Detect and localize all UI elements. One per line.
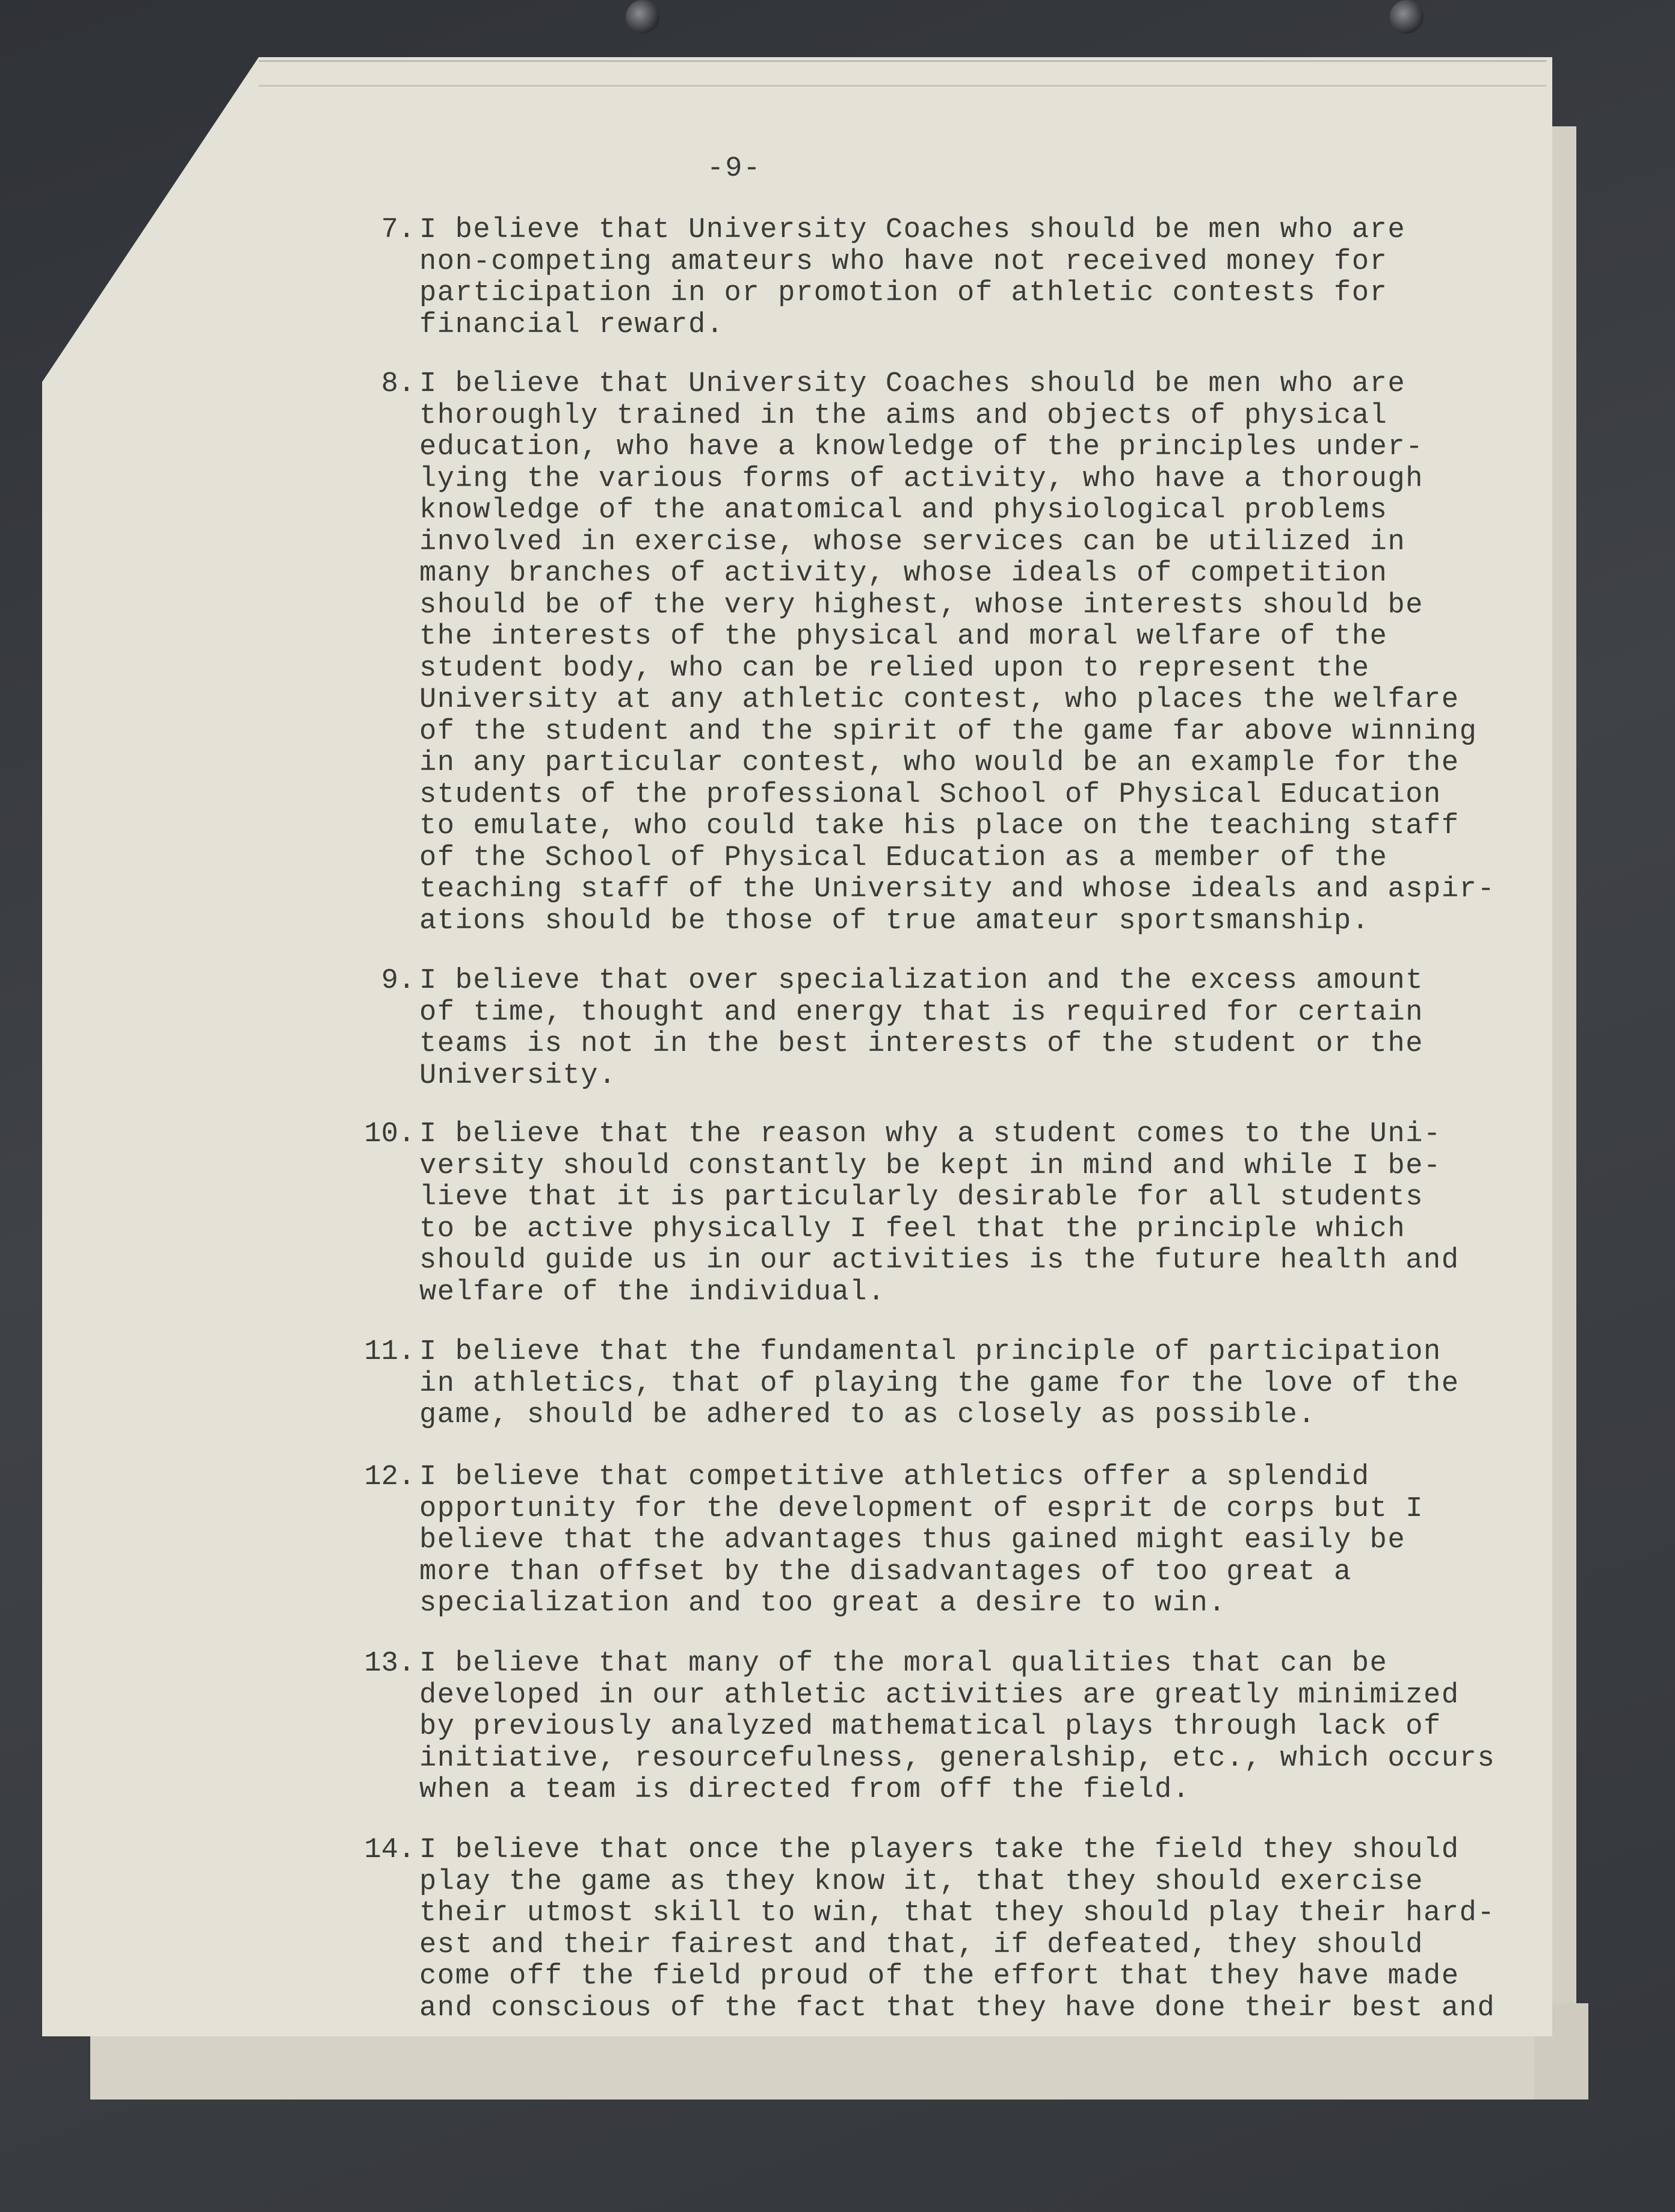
item-text: I believe that University Coaches should be men who are non-competing amateurs who have not received money for participation in or promotion of athletic contests for financial reward. xyxy=(419,214,1406,341)
item-text: I believe that University Coaches should be men who are thoroughly trained in the aims and objects of physical education, who have a knowledge of the principles under- lying the various forms of activity, who have a thorough knowledge of the anatomical and physiological problems involved in exercise, whose services can be utilized in many branches of activity, whose ideals of competition should be of the very highest, whose interests should be the interests of the physical and moral welfare of the student body, who can be relied upon to represent the University at any athletic contest, who places the welfare of the student and the spirit of the game far above winning in any particular contest, who would be an example for the students of the professional School of Physical Education to emulate, who could take his place on the teaching staff of the School of Physical Education as a member of the teaching staff of the University and whose ideals and aspir- ations should be those of true amateur sportsmanship. xyxy=(419,368,1496,937)
item-text: I believe that competitive athletics offer a splendid opportunity for the development of esprit de corps but I believe that the advantages thus gained might easily be more than offset by the disadvantages of too great a specialization and too great a desire to win. xyxy=(419,1461,1424,1619)
item-number: 12. xyxy=(364,1461,415,1493)
item-text: I believe that once the players take the field they should play the game as they know it, that they should exercise their utmost skill to win, that they should play their hard- est and their fairest and that, if defeated, they should come off the field proud of the effort that they have made and conscious of the fact that they have done their best and xyxy=(419,1834,1496,2024)
item-number: 11. xyxy=(364,1336,415,1368)
item-number: 14. xyxy=(364,1834,415,1866)
item-number: 13. xyxy=(364,1648,415,1680)
item-text: I believe that the reason why a student comes to the Uni- versity should constantly be kept in mind and while I be- lieve that it is particularly desirable for all students to be active physically I feel that the principle which should guide us in our activities is the future health and welfare of the individual. xyxy=(419,1118,1460,1308)
item-number: 9. xyxy=(381,965,415,997)
item-number: 10. xyxy=(364,1118,415,1150)
item-text: I believe that many of the moral qualities that can be developed in our athletic activities are greatly minimized by previously analyzed mathematical plays through lack of initiative, resourcefulness, generalship, etc., which occurs when a team is directed from off the field. xyxy=(419,1648,1496,1806)
item-number: 8. xyxy=(381,368,415,400)
item-text: I believe that the fundamental principle of participation in athletics, that of playing the game for the love of the game, should be adhered to as closely as possible. xyxy=(419,1336,1460,1431)
item-number: 7. xyxy=(381,214,415,246)
item-text: I believe that over specialization and the excess amount of time, thought and energy that is required for certain teams is not in the best interests of the student or the University. xyxy=(419,965,1424,1092)
page-number: -9- xyxy=(707,153,762,185)
